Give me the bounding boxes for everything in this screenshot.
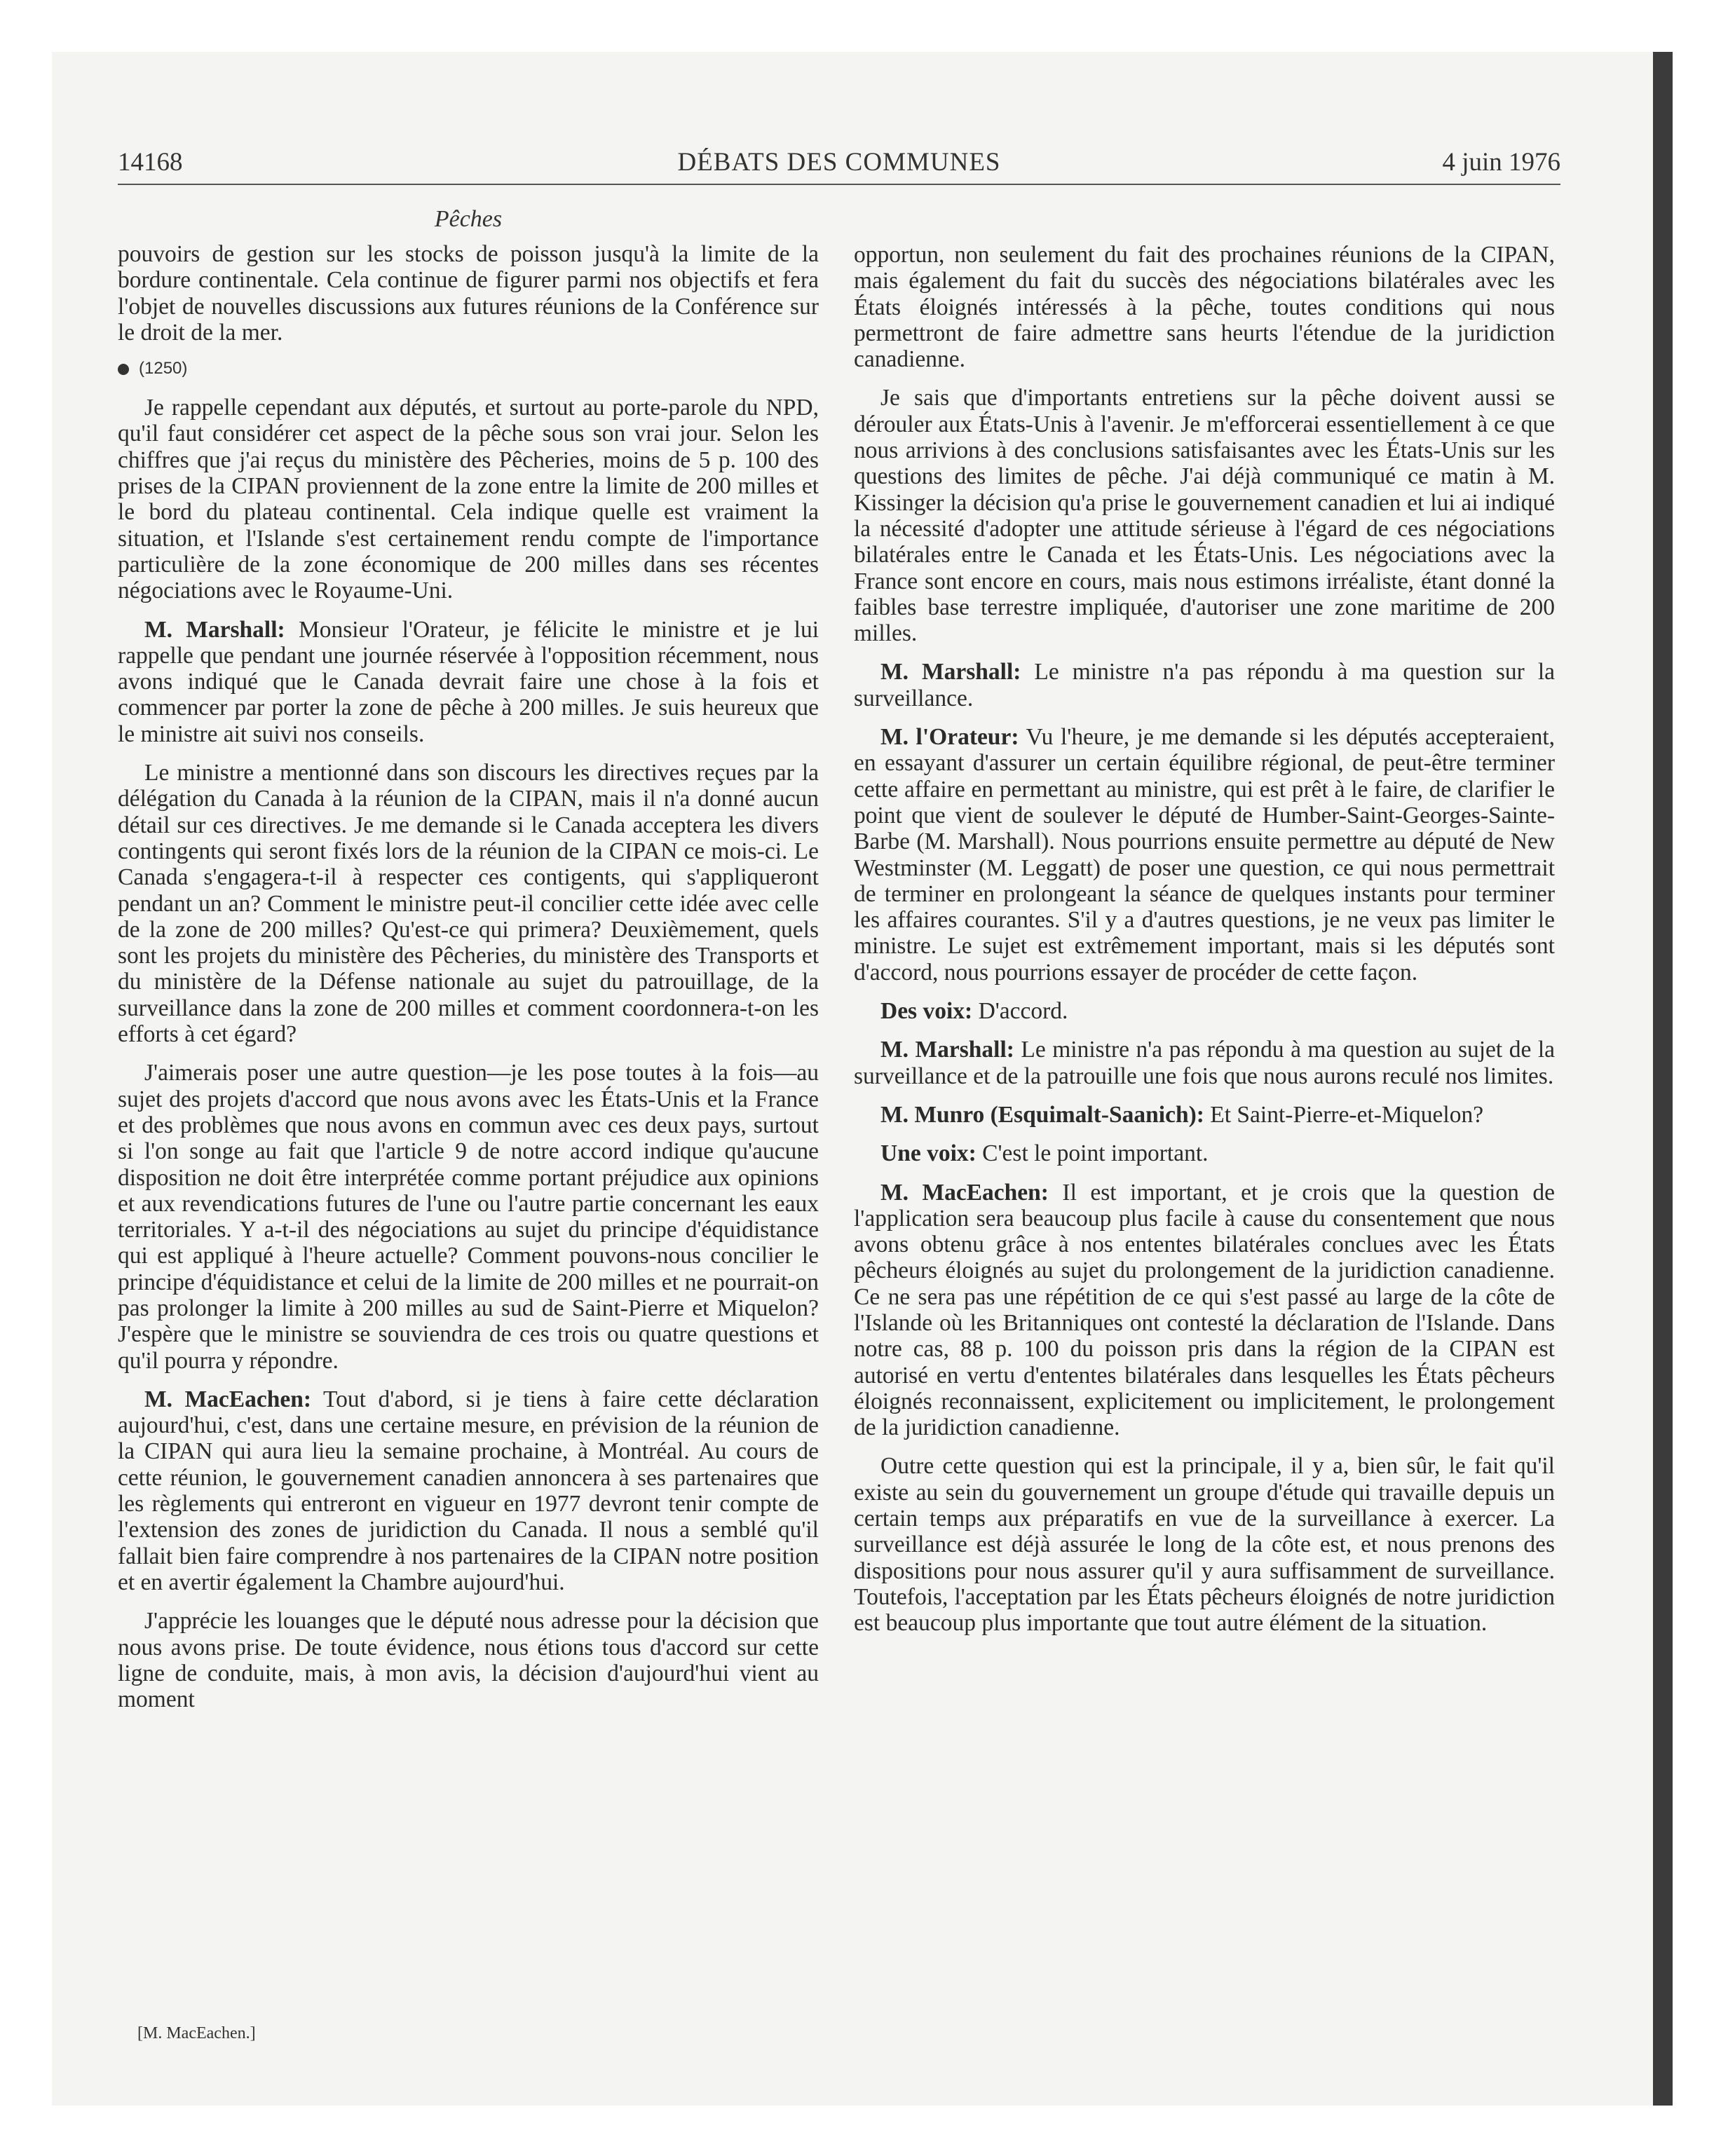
paragraph: pouvoirs de gestion sur les stocks de poisson jusqu'à la limite de la bordure continentale. Cela continue de figurer parmi nos objectifs et fera l'objet de nouvelles discussions aux futures réunions de la Conférence sur le droit de la mer. — [118, 241, 819, 346]
speech — [854, 1037, 1555, 1089]
speaker-name: M. Munro (Esquimalt-Saanich): — [880, 1101, 1204, 1128]
paragraph: Je sais que d'importants entretiens sur la pêche doivent aussi se dérouler aux États-Unis à l'avenir. Je m'efforcerai essentiellement à ce que nous arrivions à des conclusions satisfaisantes avec les États-Unis sur les questions des limites de pêche. J'ai déjà communiqué ce matin à M. Kissinger la décision qu'a prise le gouvernement canadien et lui ai indiqué la nécessité d'adopter une attitude sérieuse à l'égard de ces négociations bilatérales entre le Canada et les États-Unis. Les négociations avec la France sont encore en cours, mais nous estimons irréaliste, étant donné la faibles base terrestre impliquée, d'autoriser une zone maritime de 200 milles. — [854, 385, 1555, 647]
paragraph: opportun, non seulement du fait des prochaines réunions de la CIPAN, mais également du fait du succès des négociations bilatérales avec les États éloignés intéressés à la pêche, toutes conditions qui nous permettront de faire admettre sans heurts l'étendue de la juridiction canadienne. — [854, 242, 1555, 373]
speaker-name: M. MacEachen: — [880, 1179, 1049, 1206]
speech-text: D'accord. — [978, 998, 1068, 1025]
page-number: 14168 — [118, 148, 183, 177]
speech-text: Et Saint-Pierre-et-Miquelon? — [1210, 1101, 1484, 1128]
speaker-name: M. Marshall: — [880, 1037, 1014, 1063]
speech — [854, 1180, 1555, 1441]
paragraph: Le ministre a mentionné dans son discours les directives reçues par la délégation du Canada à la réunion de la CIPAN, mais il n'a donné aucun détail sur ces directives. Je me demande si le Canada acceptera les divers contingents qui seront fixés lors de la réunion de la CIPAN ce mois-ci. Le Canada s'engagera-t-il à respecter ces contigents, qui s'appliqueront pendant un an? Comment le ministre peut-il concilier cette idée avec celle de la zone de 200 milles? Qu'est-ce qui primera? Deuxièmement, quels sont les projets du ministère des Pêcheries, du ministère des Transports et du ministère de la Défense nationale au sujet du patrouillage, de la surveillance dans la zone de 200 milles et comment coordonnera-t-on les efforts à cet égard? — [118, 760, 819, 1048]
speech-text: Le ministre n'a pas répondu à ma question au sujet de la surveillance et de la patrouille une fois que nous aurons reculé nos limites. — [854, 1037, 1556, 1089]
speaker-name: M. MacEachen: — [144, 1386, 312, 1412]
timestamp-text: (1250) — [139, 359, 188, 378]
speech — [854, 659, 1555, 711]
footer-speaker-note: [M. MacEachen.] — [137, 2024, 256, 2042]
paragraph: Je rappelle cependant aux députés, et surtout au porte-parole du NPD, qu'il faut considérer cet aspect de la pêche sous son vrai jour. Selon les chiffres que j'ai reçus du ministère des Pêcheries, moins de 5 p. 100 des prises de la CIPAN proviennent de la zone entre la limite de 200 milles et le bord du plateau continental. Cela indique quelle est vraiment la situation, et l'Islande s'est certainement rendu compte de l'importance particulière de la zone économique de 200 milles dans ses récentes négociations avec le Royaume-Uni. — [118, 395, 819, 604]
speaker-name: M. Marshall: — [880, 659, 1021, 685]
speaker-name: Une voix: — [880, 1140, 977, 1167]
header-rule — [118, 184, 1560, 185]
paragraph: Outre cette question qui est la principale, il y a, bien sûr, le fait qu'il existe au sein du gouvernement un groupe d'étude qui travaille depuis un certain temps aux préparatifs en vue de la surveillance à exercer. La surveillance est déjà assurée le long de la côte est, et nous prenons des dispositions pour nous assurer qu'il y aura suffisamment de surveillance. Toutefois, l'acceptation par les États pêcheurs éloignés de notre juridiction est beaucoup plus importante que tout autre élément de la situation. — [854, 1453, 1555, 1637]
speech-text: C'est le point important. — [982, 1140, 1209, 1167]
bullet-icon — [118, 364, 129, 375]
speech — [854, 1140, 1555, 1166]
speech — [854, 1102, 1555, 1128]
right-column — [854, 242, 1555, 1649]
speaker-name: Des voix: — [880, 998, 973, 1025]
speech-text: Vu l'heure, je me demande si les députés accepteraient, en essayant d'assurer un certain équilibre régional, de peut-être terminer cette affaire en permettant au ministre, qui est prêt à le faire, de clarifier le point que vient de soulever le député de Humber-Saint-Georges-Sainte-Barbe (M. Marshall). Nous pourrions ensuite permettre au député de New Westminster (M. Leggatt) de poser une question, ce qui nous permettrait de terminer en prolongeant la séance de quelques instants pour terminer les affaires courantes. S'il y a d'autres questions, je ne veux pas limiter le ministre. Le sujet est extrêmement important, mais si les députés sont d'accord, nous pourrions essayer de procéder de cette façon. — [854, 724, 1555, 985]
speech-text: Tout d'abord, si je tiens à faire cette déclaration aujourd'hui, c'est, dans une certaine mesure, en prévision de la réunion de la CIPAN qui aura lieu la semaine prochaine, à Montréal. Au cours de cette réunion, le gouvernement canadien annoncera à ses partenaires que les règlements qui entreront en vigueur en 1977 devront tenir compte de l'extension des zones de juridiction du Canada. Il nous a semblé qu'il fallait bien faire comprendre à nos partenaires de la CIPAN notre position et en avertir également la Chambre aujourd'hui. — [118, 1386, 819, 1595]
speaker-name: M. l'Orateur: — [880, 724, 1019, 751]
speech — [118, 1386, 819, 1595]
issue-date: 4 juin 1976 — [1442, 148, 1560, 177]
speech — [118, 617, 819, 747]
scan-edge-shadow — [1653, 52, 1673, 2106]
section-running-head: Pêches — [434, 206, 503, 232]
speech-text: Le ministre n'a pas répondu à ma question sur la surveillance. — [854, 659, 1556, 711]
page-header — [118, 147, 1560, 186]
speech — [854, 724, 1555, 985]
left-column — [118, 241, 819, 1725]
journal-title: DÉBATS DES COMMUNES — [677, 148, 1001, 177]
speech-text: Monsieur l'Orateur, je félicite le ministre et je lui rappelle que pendant une journée réservée à l'opposition récemment, nous avons indiqué que le Canada devrait faire une chose à la fois et commencer par porter la zone de pêche à 200 milles. Je suis heureux que le ministre ait suivi nos conseils. — [118, 616, 819, 747]
speaker-name: M. Marshall: — [144, 616, 285, 643]
paragraph: J'apprécie les louanges que le député nous adresse pour la décision que nous avons prise. De toute évidence, nous étions tous d'accord sur cette ligne de conduite, mais, à mon avis, la décision d'aujourd'hui vient au moment — [118, 1608, 819, 1713]
timestamp — [118, 358, 819, 379]
speech-text: Il est important, et je crois que la question de l'application sera beaucoup plus facile à cause du consentement que nous avons obtenu grâce à nos ententes bilatérales conclues avec les États pêcheurs éloignés au sujet du prolongement de la juridiction canadienne. Ce ne sera pas une répétition de ce qui s'est passé au large de la côte de l'Islande où les Britanniques ont contesté la déclaration de l'Islande. Dans notre cas, 88 p. 100 du poisson pris dans la région de la CIPAN est autorisé en vertu d'ententes bilatérales dans lesquelles les États pêcheurs éloignés reconnaissent, explicitement ou implicitement, le prolongement de la juridiction canadienne. — [854, 1179, 1556, 1441]
speech — [854, 998, 1555, 1024]
paragraph: J'aimerais poser une autre question—je les pose toutes à la fois—au sujet des projets d'accord que nous avons avec les États-Unis et la France et des problèmes que nous avons en commun avec ces deux pays, surtout si l'on songe au fait que l'article 9 de notre accord indique qu'aucune disposition ne doit être interprétée comme portant préjudice aux opinions et aux revendications futures de l'une ou l'autre partie concernant les eaux territoriales. Y a-t-il des négociations au sujet du principe d'équidistance qui est appliqué à l'heure actuelle? Comment pouvons-nous concilier le principe d'équidistance et celui de la limite de 200 milles et ne pourrait-on pas prolonger la limite à 200 milles au sud de Saint-Pierre et Miquelon? J'espère que le ministre se souviendra de ces trois ou quatre questions et qu'il pourra y répondre. — [118, 1060, 819, 1374]
